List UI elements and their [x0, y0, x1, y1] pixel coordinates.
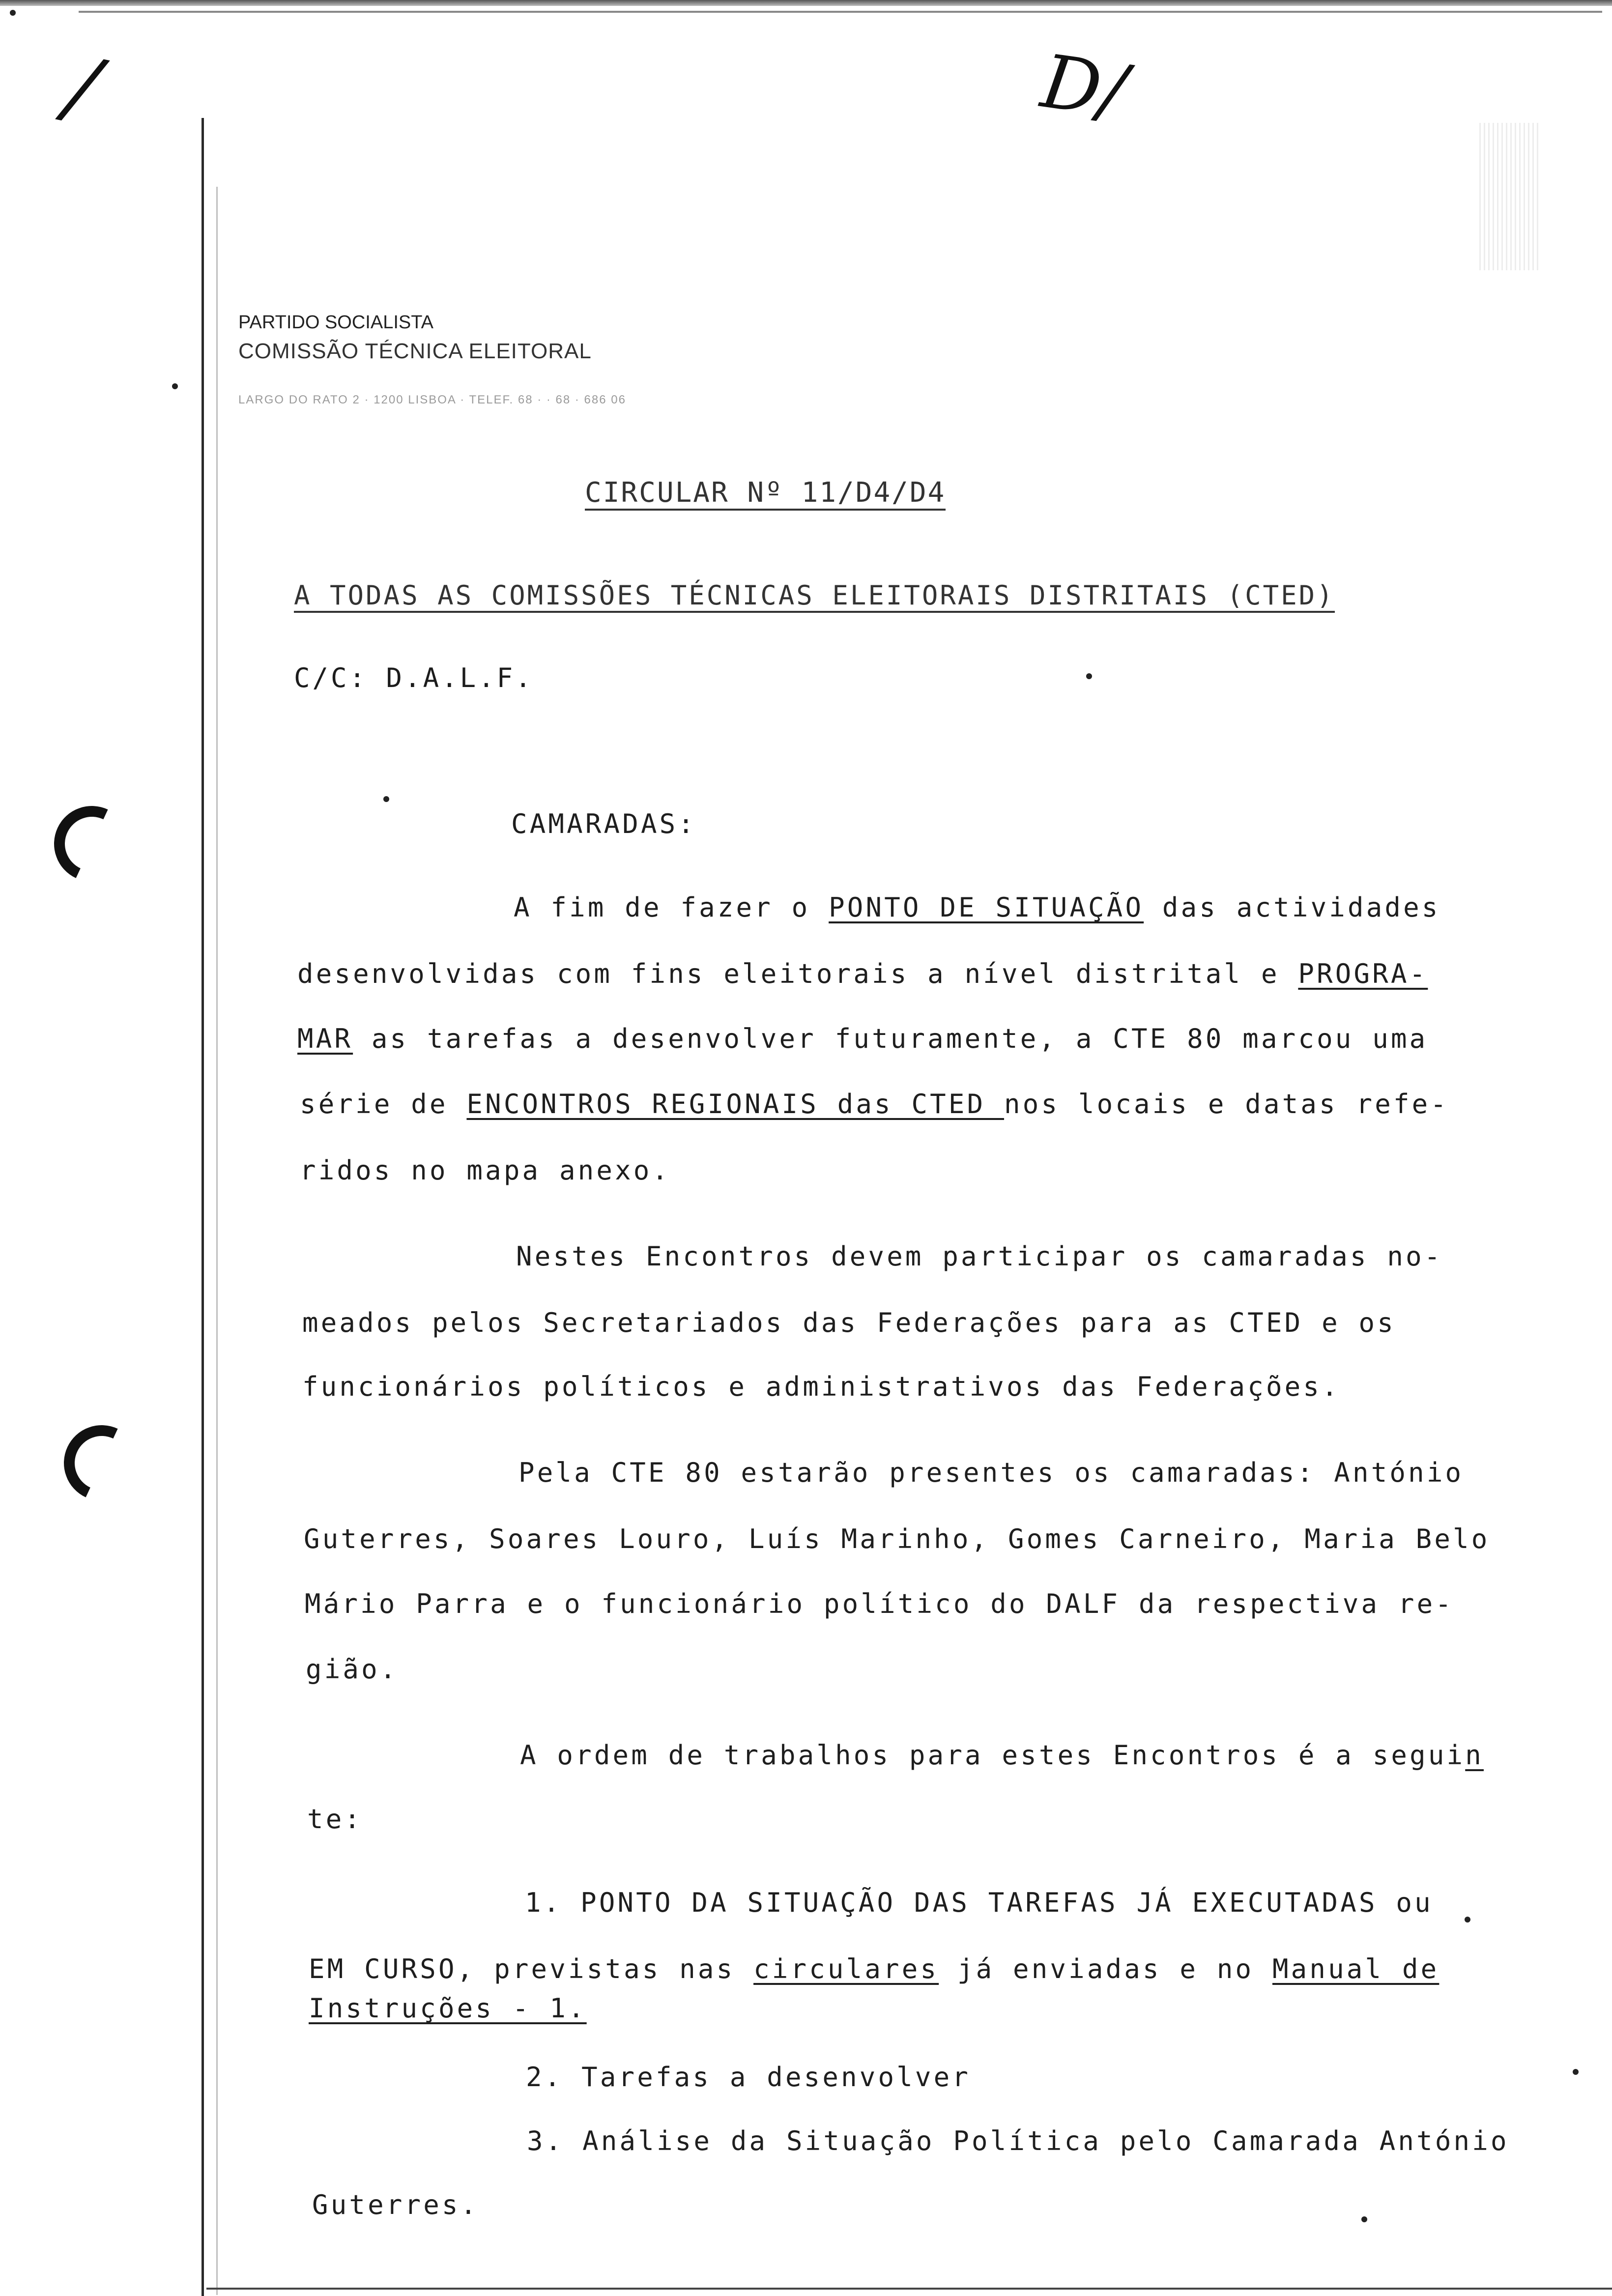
- paragraph-3-line: gião.: [306, 1654, 399, 1685]
- scan-dot: [172, 383, 178, 389]
- text: já enviadas e no: [939, 1953, 1272, 1984]
- scan-dot: [10, 10, 16, 16]
- paragraph-1-line: [300, 1089, 1449, 1119]
- agenda-item-3-line: Guterres.: [312, 2189, 479, 2220]
- margin-rule: [202, 118, 204, 2296]
- underlined-text: ENCONTROS REGIONAIS das CTED: [466, 1089, 1005, 1119]
- paragraph-1-line: ridos no mapa anexo.: [300, 1155, 671, 1186]
- underlined-text: Instruções - 1.: [309, 1993, 587, 2024]
- paragraph-2-line: meados pelos Secretariados das Federações para as CTED e os: [302, 1307, 1396, 1338]
- underlined-text: circulares: [753, 1953, 939, 1984]
- paragraph-2-line: Nestes Encontros devem participar os camaradas no-: [516, 1241, 1443, 1272]
- scan-dot: [1361, 2216, 1367, 2222]
- circular-title: CIRCULAR Nº 11/D4/D4: [585, 477, 946, 511]
- letterhead-party: PARTIDO SOCIALISTA: [238, 312, 433, 333]
- cc-line: C/C: D.A.L.F.: [294, 662, 534, 693]
- text: A fim de fazer o: [514, 892, 829, 923]
- bottom-edge-line: [206, 2288, 1612, 2290]
- scan-top-edge: [0, 0, 1612, 6]
- recipients-line: A TODAS AS COMISSÕES TÉCNICAS ELEITORAIS DISTRITAIS (CTED): [294, 580, 1335, 613]
- paragraph-1-line: [297, 1023, 1428, 1054]
- text: série de: [300, 1089, 467, 1119]
- paragraph-1-line: [297, 958, 1428, 989]
- paragraph-3-line: Guterres, Soares Louro, Luís Marinho, Gomes Carneiro, Maria Belo: [304, 1523, 1490, 1554]
- scan-dot: [1086, 673, 1092, 679]
- agenda-item-3: 3. Análise da Situação Política pelo Camarada António: [527, 2125, 1509, 2156]
- underlined-text: n: [1465, 1740, 1484, 1771]
- punch-hole-icon: [53, 1414, 150, 1511]
- letterhead-commission: COMISSÃO TÉCNICA ELEITORAL: [238, 339, 592, 363]
- text: nos locais e datas refe-: [1004, 1089, 1449, 1119]
- letterhead-address: LARGO DO RATO 2 · 1200 LISBOA · TELEF. 68 · · 68 · 686 06: [238, 393, 626, 406]
- paragraph-4-line: [520, 1740, 1484, 1771]
- paragraph-1-line: [514, 892, 1440, 923]
- margin-rule-faint: [216, 187, 218, 2295]
- paragraph-3-line: Mário Parra e o funcionário político do DALF da respectiva re-: [305, 1588, 1454, 1619]
- text: A ordem de trabalhos para estes Encontros é a segui: [520, 1740, 1466, 1771]
- scan-dot: [1465, 1917, 1470, 1923]
- punch-hole-icon: [43, 795, 140, 892]
- underlined-text: PROGRA-: [1298, 958, 1428, 989]
- agenda-item-1: 1. PONTO DA SITUAÇÃO DAS TAREFAS JÁ EXECUTADAS ou: [525, 1887, 1433, 1918]
- text: das actividades: [1144, 892, 1440, 923]
- paragraph-3-line: Pela CTE 80 estarão presentes os camaradas: António: [518, 1457, 1464, 1488]
- scan-top-edge-line: [79, 11, 1602, 13]
- handwritten-mark: /: [59, 37, 107, 139]
- salutation: CAMARADAS:: [511, 808, 697, 839]
- agenda-item-1-line: [309, 1953, 1439, 1984]
- paragraph-2-line: funcionários políticos e administrativos das Federações.: [302, 1371, 1340, 1402]
- text: EM CURSO, previstas nas: [309, 1953, 754, 1984]
- scan-dot: [1573, 2069, 1579, 2075]
- underlined-text: MAR: [297, 1023, 353, 1054]
- scan-noise: [1479, 123, 1538, 270]
- handwritten-annotation: D/: [1036, 38, 1132, 136]
- agenda-item-1-line: [309, 1993, 587, 2024]
- text: desenvolvidas com fins eleitorais a nível distrital e: [297, 958, 1298, 989]
- paragraph-4-line: te:: [307, 1804, 363, 1835]
- underlined-text: PONTO DE SITUAÇÃO: [829, 892, 1144, 923]
- scan-dot: [383, 796, 389, 802]
- underlined-text: Manual de: [1272, 1953, 1439, 1984]
- text: as tarefas a desenvolver futuramente, a CTE 80 marcou uma: [353, 1023, 1428, 1054]
- agenda-item-2: 2. Tarefas a desenvolver: [526, 2062, 971, 2093]
